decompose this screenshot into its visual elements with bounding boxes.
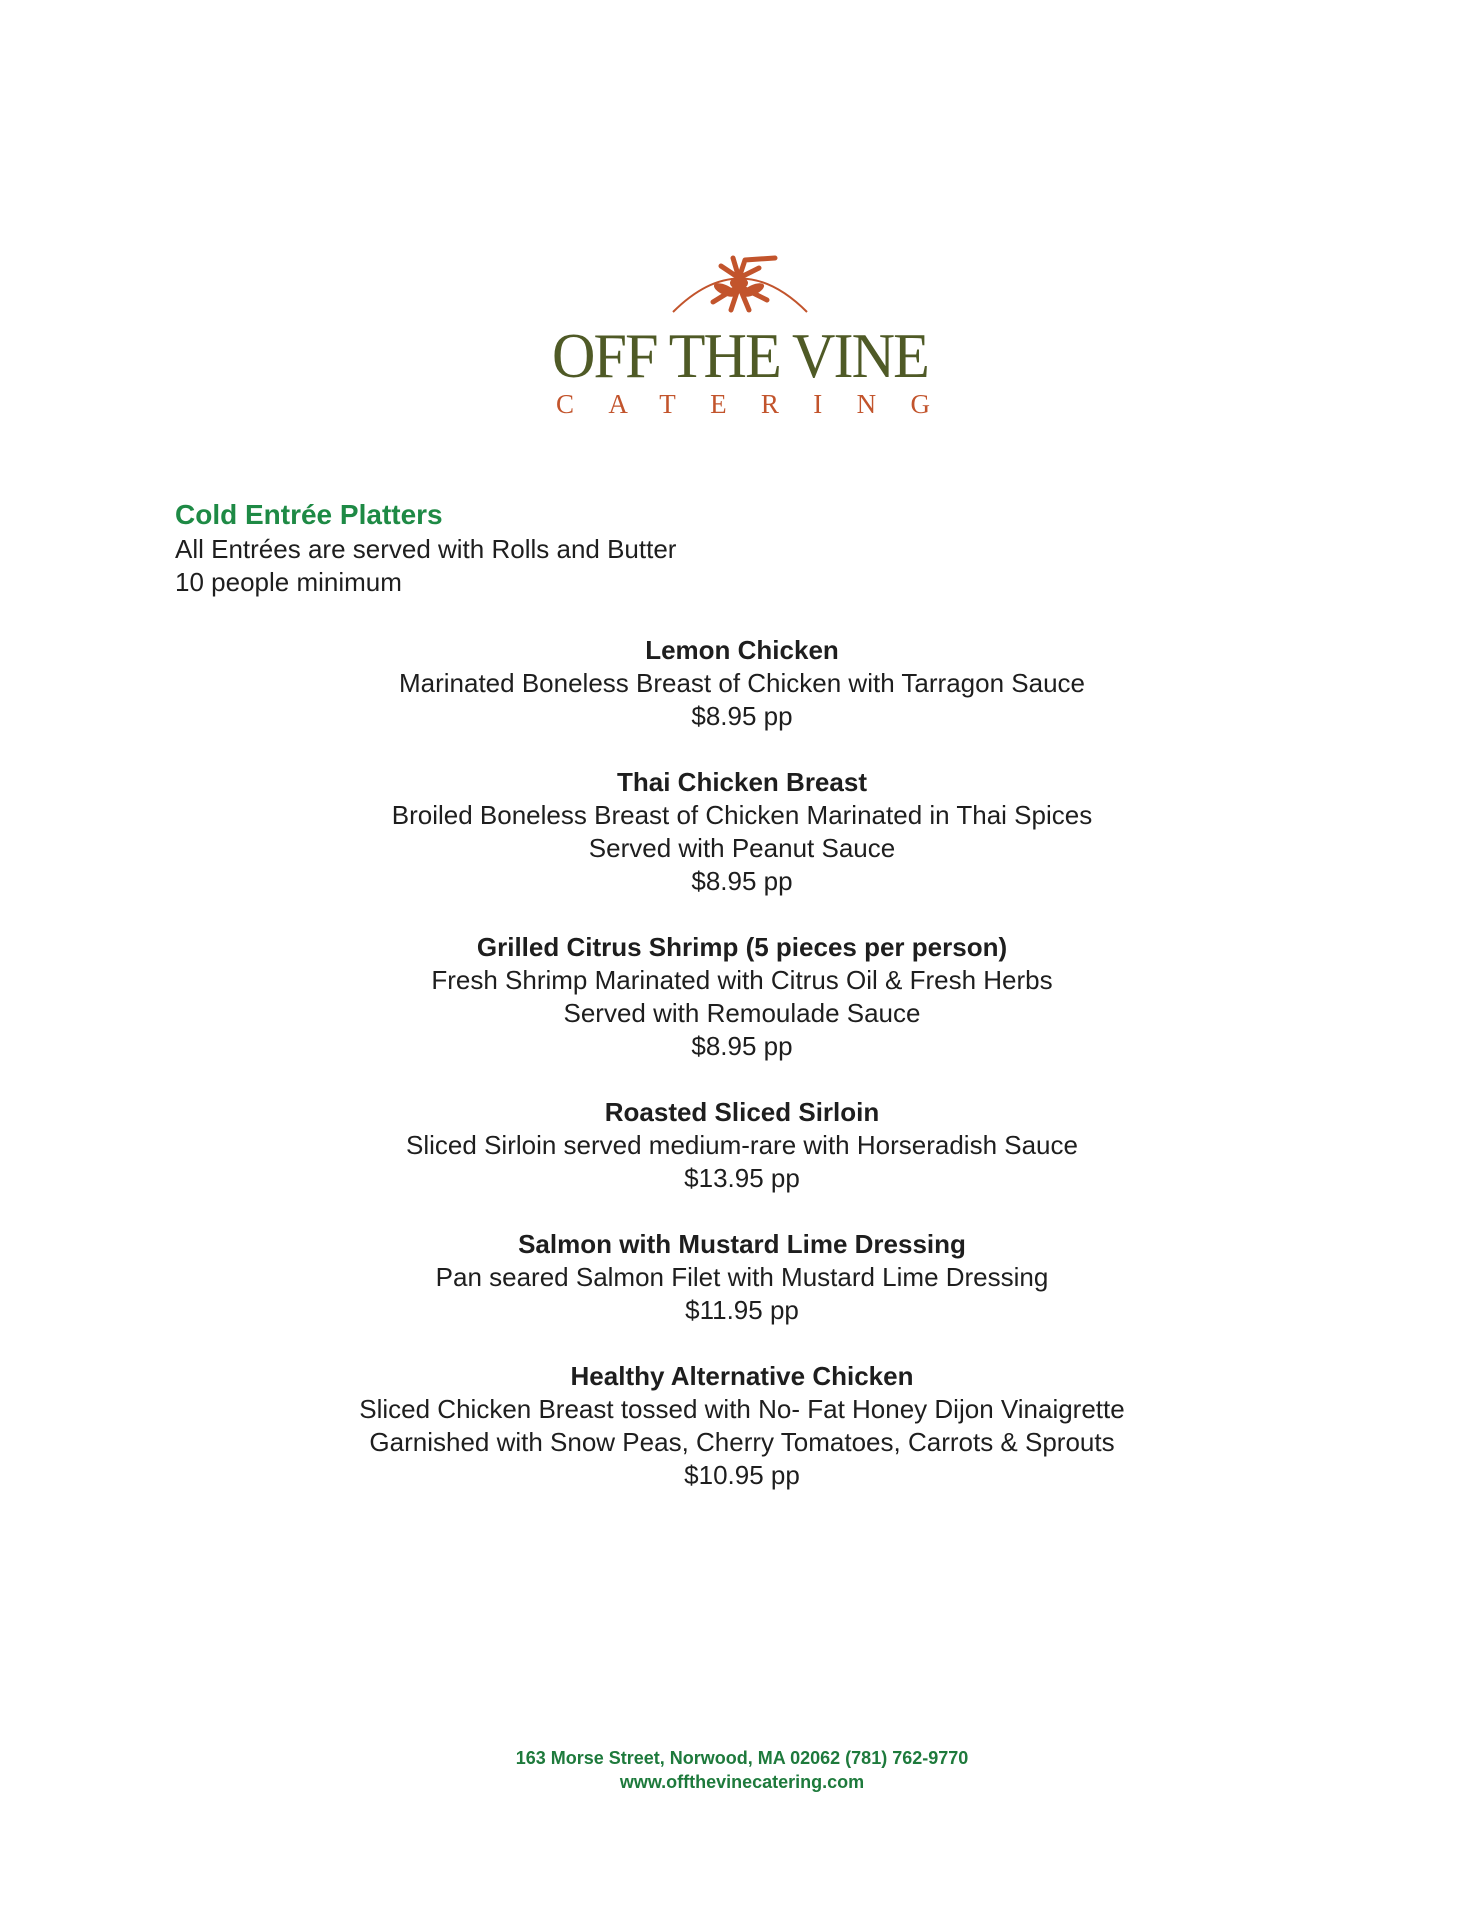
item-price: $8.95 pp	[691, 1031, 793, 1061]
item-description: Pan seared Salmon Filet with Mustard Lime Dressing	[435, 1262, 1049, 1292]
menu-item	[242, 634, 1242, 733]
menu-item	[242, 1360, 1242, 1492]
intro-line: 10 people minimum	[175, 567, 402, 597]
item-name: Thai Chicken Breast	[617, 767, 867, 797]
intro-line: All Entrées are served with Rolls and Butter	[175, 534, 677, 564]
item-price: $13.95 pp	[684, 1163, 800, 1193]
menu-item	[242, 931, 1242, 1063]
item-description: Sliced Sirloin served medium-rare with Horseradish Sauce	[406, 1130, 1078, 1160]
item-price: $8.95 pp	[691, 701, 793, 731]
logo-subtitle: CATERING	[556, 389, 930, 419]
footer-website-link[interactable]: www.offthevinecatering.com	[619, 1772, 865, 1792]
item-description: Sliced Chicken Breast tossed with No- Fat Honey Dijon Vinaigrette	[359, 1394, 1125, 1424]
item-description: Fresh Shrimp Marinated with Citrus Oil & Fresh Herbs	[431, 965, 1053, 995]
logo-graphic	[545, 250, 945, 425]
footer-address: 163 Morse Street, Norwood, MA 02062 (781) 762-9770	[515, 1748, 969, 1768]
item-name: Salmon with Mustard Lime Dressing	[518, 1229, 966, 1259]
menu-item	[242, 1096, 1242, 1195]
logo-name: OFF THE VINE	[552, 320, 928, 391]
item-description: Marinated Boneless Breast of Chicken with Tarragon Sauce	[398, 668, 1085, 698]
item-description: Served with Remoulade Sauce	[563, 998, 921, 1028]
grapevine-figure-icon	[673, 258, 807, 312]
item-description: Garnished with Snow Peas, Cherry Tomatoes, Carrots & Sprouts	[369, 1427, 1115, 1457]
item-price: $10.95 pp	[684, 1460, 800, 1490]
menu-list	[242, 634, 1242, 1525]
footer	[242, 1746, 1242, 1794]
section-title: Cold Entrée Platters	[175, 499, 443, 530]
menu-item	[242, 766, 1242, 898]
section-intro	[175, 497, 1075, 599]
item-price: $8.95 pp	[691, 866, 793, 896]
item-description: Served with Peanut Sauce	[588, 833, 896, 863]
item-description: Broiled Boneless Breast of Chicken Marinated in Thai Spices	[391, 800, 1093, 830]
company-logo	[545, 250, 945, 425]
item-name: Healthy Alternative Chicken	[570, 1361, 914, 1391]
item-name: Grilled Citrus Shrimp (5 pieces per person)	[476, 932, 1008, 962]
item-price: $11.95 pp	[685, 1295, 799, 1325]
item-name: Roasted Sliced Sirloin	[604, 1097, 880, 1127]
menu-item	[242, 1228, 1242, 1327]
item-name: Lemon Chicken	[645, 635, 839, 665]
